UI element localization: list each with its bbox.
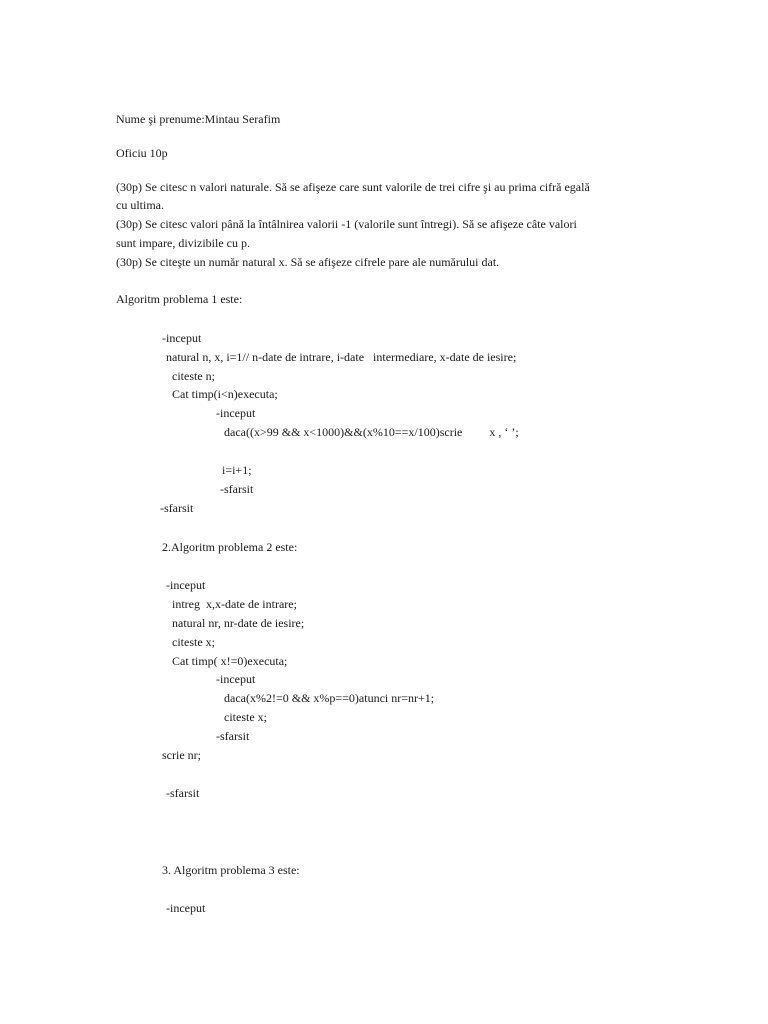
problem-1-text: (30p) Se citesc n valori naturale. Să se afişeze care sunt valorile de trei cifre şi au prima cifră egală [116, 180, 590, 194]
algo-2-line: natural nr, nr-date de iesire; [172, 616, 305, 630]
algo-2-line: Cat timp( x!=0)executa; [172, 654, 288, 668]
algo-1-line: natural n, x, i=1// n-date de intrare, i-date intermediare, x-date de iesire; [166, 350, 517, 364]
algo-2-line: intreg x,x-date de intrare; [172, 597, 297, 611]
algo-1-line: Cat timp(i<n)executa; [172, 387, 278, 401]
problem-2-text-cont: sunt impare, divizibile cu p. [116, 236, 250, 250]
problem-1-text-cont: cu ultima. [116, 198, 164, 212]
student-name: Nume şi prenume:Mintau Serafim [116, 112, 281, 126]
algo-2-line: -sfarsit [166, 786, 200, 800]
algo-1-line: -sfarsit [160, 501, 194, 515]
algo-1-line: -sfarsit [220, 482, 254, 496]
algo-1-line: i=i+1; [222, 463, 252, 477]
algo-3-line: -inceput [166, 901, 206, 915]
algo-1-line: -inceput [162, 331, 202, 345]
algo-2-title: 2.Algoritm problema 2 este: [162, 540, 298, 554]
problem-2-text: (30p) Se citesc valori până la întâlnirea valorii -1 (valorile sunt întregi). Să se afişeze câte valori [116, 217, 577, 231]
oficiu-points: Oficiu 10p [116, 146, 168, 160]
algo-2-line: -inceput [216, 672, 256, 686]
problem-3-text: (30p) Se citeşte un număr natural x. Să se afişeze cifrele pare ale numărului dat. [116, 255, 500, 269]
algo-2-line: -inceput [166, 578, 206, 592]
algo-2-line: citeste x; [172, 635, 215, 649]
algo-1-line: citeste n; [172, 369, 215, 383]
algo-3-title: 3. Algoritm problema 3 este: [162, 863, 300, 877]
algo-2-line: -sfarsit [216, 729, 250, 743]
algo-2-line: citeste x; [224, 710, 267, 724]
algo-2-line: scrie nr; [162, 748, 201, 762]
algo-2-line: daca(x%2!=0 && x%p==0)atunci nr=nr+1; [224, 691, 435, 705]
algo-1-title: Algoritm problema 1 este: [116, 292, 243, 306]
algo-1-line: daca((x>99 && x<1000)&&(x%10==x/100)scrie x , ‘ ’; [224, 425, 519, 439]
algo-1-line: -inceput [216, 406, 256, 420]
